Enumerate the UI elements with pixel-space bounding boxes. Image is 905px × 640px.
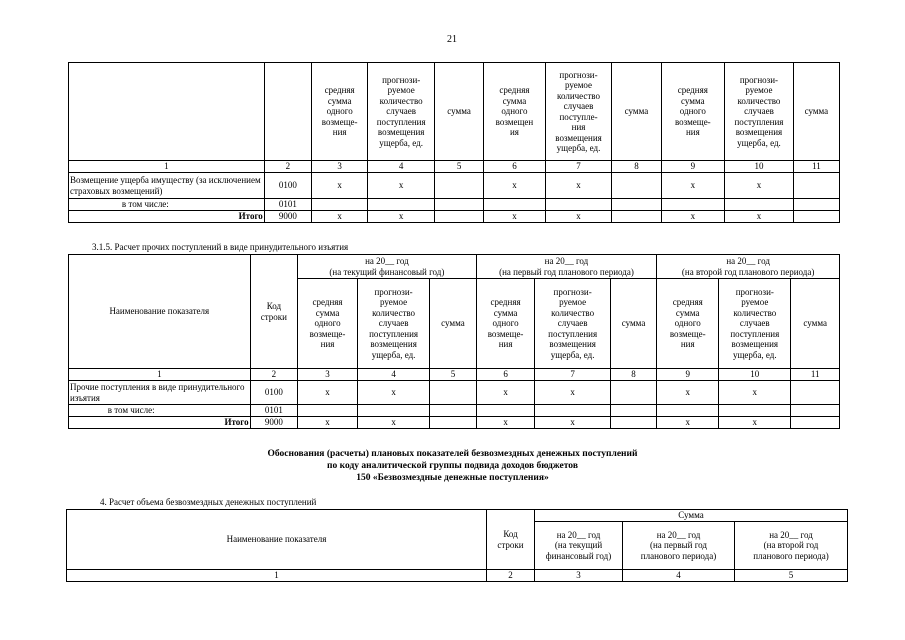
row-code: 0101 bbox=[250, 405, 297, 417]
col-code-header: Код строки bbox=[250, 255, 297, 369]
col-number: 8 bbox=[612, 161, 661, 173]
cell-x: x bbox=[725, 211, 794, 223]
cell-x: x bbox=[476, 381, 535, 405]
cell-empty[interactable] bbox=[791, 381, 840, 405]
cell-x: x bbox=[657, 381, 719, 405]
col-number: 11 bbox=[791, 369, 840, 381]
cell-empty[interactable] bbox=[368, 199, 435, 211]
col-header: сумма bbox=[434, 63, 483, 161]
cell-empty[interactable] bbox=[430, 381, 476, 405]
table-damage-compensation bbox=[68, 62, 840, 223]
cell-x: x bbox=[719, 381, 791, 405]
col-number: 2 bbox=[264, 161, 311, 173]
col-header: прогнози- руемое количество случаев поступления возмещения ущерба, ед. bbox=[719, 279, 791, 369]
cell-empty[interactable] bbox=[793, 173, 839, 199]
cell-empty[interactable] bbox=[298, 405, 358, 417]
cell-empty[interactable] bbox=[434, 173, 483, 199]
cell-x: x bbox=[298, 381, 358, 405]
cell-empty[interactable] bbox=[791, 405, 840, 417]
cell-x: x bbox=[311, 211, 367, 223]
sum-header: Сумма bbox=[535, 510, 848, 522]
row-name: Прочие поступления в виде принудительного изъятия bbox=[69, 381, 251, 405]
col-name-header: Наименование показателя bbox=[67, 510, 487, 570]
row-name: Возмещение ущерба имуществу (за исключением страховых возмещений) bbox=[69, 173, 265, 199]
table-row bbox=[69, 199, 840, 211]
col-header: прогнози- руемое количество случаев поступления возмещения ущерба, ед. bbox=[725, 63, 794, 161]
cell-empty[interactable] bbox=[430, 405, 476, 417]
cell-empty[interactable] bbox=[793, 211, 839, 223]
cell-x: x bbox=[661, 211, 725, 223]
col-header: прогнози- руемое количество случаев поступления возмещения ущерба, ед. bbox=[535, 279, 610, 369]
col-number: 1 bbox=[69, 369, 251, 381]
col-number: 2 bbox=[487, 570, 535, 582]
heading-line-2: по коду аналитической группы подвида доходов бюджетов bbox=[327, 461, 578, 471]
col-header: средняя сумма одного возмеще- ния bbox=[661, 63, 725, 161]
year-header: на 20__ год (на второй год планового периода) bbox=[735, 522, 848, 570]
cell-empty[interactable] bbox=[535, 405, 610, 417]
cell-empty[interactable] bbox=[661, 199, 725, 211]
cell-x: x bbox=[657, 417, 719, 429]
table-row bbox=[69, 417, 840, 429]
cell-x: x bbox=[357, 417, 429, 429]
row-code: 0101 bbox=[264, 199, 311, 211]
cell-empty[interactable] bbox=[434, 211, 483, 223]
year-header: на 20__ год (на первый год планового периода) bbox=[623, 522, 735, 570]
year-header: на 20__ год (на текущий финансовый год) bbox=[535, 522, 623, 570]
year-header: на 20__ год (на второй год планового периода) bbox=[657, 255, 840, 279]
col-header: средняя сумма одного возмещен ия bbox=[484, 63, 546, 161]
col-number: 10 bbox=[725, 161, 794, 173]
col-header: прогнози- руемое количество случаев поступления возмещения ущерба, ед. bbox=[368, 63, 435, 161]
col-header: средняя сумма одного возмеще- ния bbox=[311, 63, 367, 161]
cell-x: x bbox=[298, 417, 358, 429]
cell-x: x bbox=[545, 173, 612, 199]
section-caption: 4. Расчет объема безвозмездных денежных поступлений bbox=[100, 497, 317, 507]
table-row bbox=[69, 211, 840, 223]
col-header: сумма bbox=[791, 279, 840, 369]
cell-empty[interactable] bbox=[725, 199, 794, 211]
col-number: 1 bbox=[69, 161, 265, 173]
cell-empty[interactable] bbox=[484, 199, 546, 211]
col-number: 5 bbox=[430, 369, 476, 381]
col-number: 3 bbox=[298, 369, 358, 381]
cell-empty[interactable] bbox=[719, 405, 791, 417]
cell-x: x bbox=[368, 211, 435, 223]
col-header: сумма bbox=[430, 279, 476, 369]
col-number: 9 bbox=[661, 161, 725, 173]
year-header: на 20__ год (на первый год планового периода) bbox=[476, 255, 657, 279]
col-number: 9 bbox=[657, 369, 719, 381]
heading-line-1: Обоснования (расчеты) плановых показателей безвозмездных денежных поступлений bbox=[267, 449, 638, 459]
col-header: сумма bbox=[610, 279, 656, 369]
col-number: 8 bbox=[610, 369, 656, 381]
header-name-cell bbox=[69, 63, 265, 161]
col-number: 11 bbox=[793, 161, 839, 173]
row-total-label: Итого bbox=[69, 417, 251, 429]
cell-x: x bbox=[719, 417, 791, 429]
row-total-label: Итого bbox=[69, 211, 265, 223]
cell-empty[interactable] bbox=[476, 405, 535, 417]
cell-empty[interactable] bbox=[612, 211, 661, 223]
col-number: 3 bbox=[311, 161, 367, 173]
col-number: 1 bbox=[67, 570, 487, 582]
cell-x: x bbox=[476, 417, 535, 429]
row-code: 0100 bbox=[250, 381, 297, 405]
year-header: на 20__ год (на текущий финансовый год) bbox=[298, 255, 477, 279]
col-name-header: Наименование показателя bbox=[69, 255, 251, 369]
row-name: в том числе: bbox=[69, 405, 251, 417]
heading-line-3: 150 «Безвозмездные денежные поступления» bbox=[356, 473, 549, 483]
cell-empty[interactable] bbox=[612, 199, 661, 211]
row-code: 0100 bbox=[264, 173, 311, 199]
cell-empty[interactable] bbox=[793, 199, 839, 211]
cell-empty[interactable] bbox=[610, 405, 656, 417]
row-name: в том числе: bbox=[69, 199, 265, 211]
cell-x: x bbox=[535, 381, 610, 405]
cell-x: x bbox=[368, 173, 435, 199]
table-row bbox=[69, 381, 840, 405]
cell-empty[interactable] bbox=[610, 417, 656, 429]
cell-empty[interactable] bbox=[430, 417, 476, 429]
col-header: прогнози- руемое количество случаев поступле- ния возмещения ущерба, ед. bbox=[545, 63, 612, 161]
col-number: 6 bbox=[476, 369, 535, 381]
col-code-header: Код строки bbox=[487, 510, 535, 570]
col-header: прогнози- руемое количество случаев поступления возмещения ущерба, ед. bbox=[357, 279, 429, 369]
col-number: 7 bbox=[545, 161, 612, 173]
col-number: 6 bbox=[484, 161, 546, 173]
col-header: средняя сумма одного возмеще- ния bbox=[476, 279, 535, 369]
col-number: 5 bbox=[735, 570, 848, 582]
cell-x: x bbox=[357, 381, 429, 405]
cell-empty[interactable] bbox=[657, 405, 719, 417]
col-header: средняя сумма одного возмеще- ния bbox=[298, 279, 358, 369]
cell-x: x bbox=[311, 173, 367, 199]
row-code: 9000 bbox=[250, 417, 297, 429]
section-caption: 3.1.5. Расчет прочих поступлений в виде принудительного изъятия bbox=[92, 242, 349, 252]
col-number: 3 bbox=[535, 570, 623, 582]
cell-empty[interactable] bbox=[311, 199, 367, 211]
table-row bbox=[69, 405, 840, 417]
table-row bbox=[69, 173, 840, 199]
cell-x: x bbox=[535, 417, 610, 429]
cell-x: x bbox=[484, 173, 546, 199]
cell-x: x bbox=[545, 211, 612, 223]
cell-empty[interactable] bbox=[610, 381, 656, 405]
col-number: 5 bbox=[434, 161, 483, 173]
cell-empty[interactable] bbox=[434, 199, 483, 211]
col-number: 7 bbox=[535, 369, 610, 381]
cell-empty[interactable] bbox=[612, 173, 661, 199]
cell-empty[interactable] bbox=[357, 405, 429, 417]
col-number: 10 bbox=[719, 369, 791, 381]
col-header: средняя сумма одного возмеще- ния bbox=[657, 279, 719, 369]
col-number: 4 bbox=[368, 161, 435, 173]
col-header: сумма bbox=[612, 63, 661, 161]
col-number: 4 bbox=[357, 369, 429, 381]
header-code-cell bbox=[264, 63, 311, 161]
table-forced-seizure bbox=[68, 254, 840, 429]
cell-empty[interactable] bbox=[791, 417, 840, 429]
col-number: 2 bbox=[250, 369, 297, 381]
cell-x: x bbox=[661, 173, 725, 199]
page-number: 21 bbox=[447, 34, 457, 45]
cell-empty[interactable] bbox=[545, 199, 612, 211]
col-number: 4 bbox=[623, 570, 735, 582]
table-gratuitous-receipts bbox=[66, 509, 848, 582]
col-header: сумма bbox=[793, 63, 839, 161]
cell-x: x bbox=[725, 173, 794, 199]
row-code: 9000 bbox=[264, 211, 311, 223]
cell-x: x bbox=[484, 211, 546, 223]
